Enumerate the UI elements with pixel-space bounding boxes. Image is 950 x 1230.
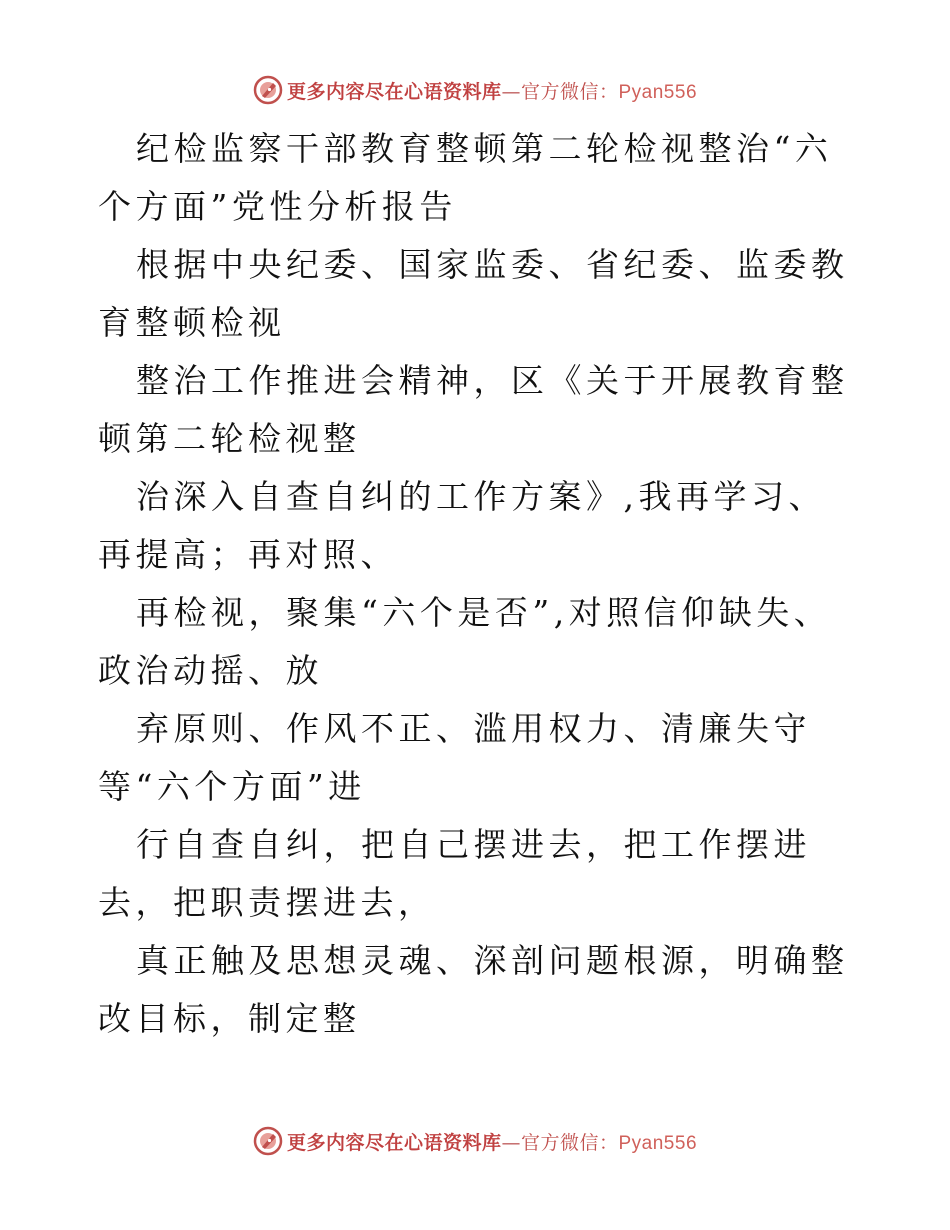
- document-title: 纪检监察干部教育整顿第二轮检视整治“六个方面”党性分析报告: [98, 129, 833, 226]
- watermark-text: 更多内容尽在心语资料库—官方微信：Pyan556: [286, 80, 698, 103]
- footer-watermark: [0, 1124, 950, 1158]
- pen-nib-circle-icon: [253, 75, 283, 105]
- pen-nib-circle-icon: [253, 1126, 283, 1156]
- paragraph-5: 弃原则、作风不正、滥用权力、清廉失守等“六个方面”进: [98, 709, 811, 806]
- document-body: [98, 120, 858, 1048]
- paragraph-4: 再检视，聚集“六个是否”,对照信仰缺失、政治动摇、放: [98, 593, 832, 690]
- paragraph-7: 真正触及思想灵魂、深剖问题根源，明确整改目标，制定整: [98, 941, 849, 1038]
- watermark-text: 更多内容尽在心语资料库—官方微信：Pyan556: [286, 1131, 698, 1154]
- paragraph-3: 治深入自查自纠的工作方案》,我再学习、再提高；再对照、: [98, 477, 826, 574]
- paragraph-1: 根据中央纪委、国家监委、省纪委、监委教育整顿检视: [98, 245, 849, 342]
- paragraph-2: 整治工作推进会精神，区《关于开展教育整顿第二轮检视整: [98, 361, 849, 458]
- header-watermark: [0, 73, 950, 107]
- paragraph-6: 行自查自纠，把自己摆进去，把工作摆进去，把职责摆进去，: [98, 825, 811, 922]
